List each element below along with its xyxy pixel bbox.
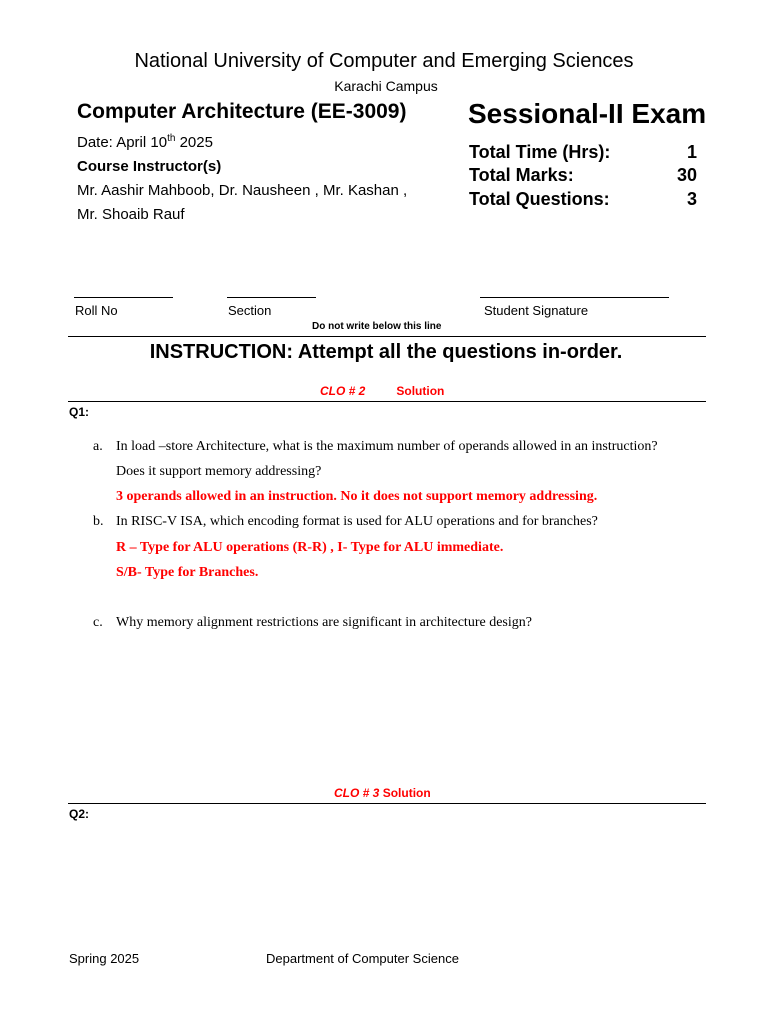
q1-c-marker: c.: [93, 615, 103, 630]
q1-clo-line: [320, 384, 444, 398]
signature-blank[interactable]: [480, 297, 669, 298]
q1-b-answer-line-1: R – Type for ALU operations (R-R) , I- Type for ALU immediate.: [116, 540, 504, 555]
roll-no-blank[interactable]: [74, 297, 173, 298]
q1-solution-label: Solution: [396, 384, 445, 398]
course-title: Computer Architecture (EE-3009): [77, 100, 407, 123]
university-name: National University of Computer and Emerging Sciences: [134, 50, 634, 72]
do-not-write-note: Do not write below this line: [312, 321, 442, 332]
q2-clo: CLO # 3: [334, 786, 380, 800]
section-blank[interactable]: [227, 297, 316, 298]
date-year: 2025: [175, 134, 213, 151]
date-prefix: Date: April 10: [77, 134, 168, 151]
q2-clo-line: [334, 786, 431, 800]
signature-label: Student Signature: [484, 303, 589, 318]
q2-label: Q2:: [69, 807, 90, 821]
exam-date: [77, 133, 213, 151]
date-suffix: th: [167, 133, 176, 144]
roll-no-label: Roll No: [75, 303, 118, 318]
instructor-label: Course Instructor(s): [77, 158, 222, 175]
total-questions-value: 3: [686, 189, 697, 209]
q1-clo: CLO # 2: [320, 384, 366, 398]
divider-top: [68, 336, 706, 337]
total-marks-value: 30: [676, 165, 697, 185]
q1-a-question-line-1: In load –store Architecture, what is the maximum number of operands allowed in an instruction?: [116, 439, 658, 454]
q1-label: Q1:: [69, 405, 90, 419]
footer-term: Spring 2025: [69, 951, 140, 966]
q1-c-question: Why memory alignment restrictions are significant in architecture design?: [116, 615, 532, 630]
instructors-line-2: Mr. Shoaib Rauf: [77, 206, 185, 223]
total-time-row: [469, 142, 697, 163]
q1-a-answer: 3 operands allowed in an instruction. No it does not support memory addressing.: [116, 489, 598, 504]
total-questions-label: Total Questions:: [469, 189, 610, 209]
q1-b-question: In RISC-V ISA, which encoding format is used for ALU operations and for branches?: [116, 514, 598, 529]
section-label: Section: [228, 303, 272, 318]
q1-a-question-line-2: Does it support memory addressing?: [116, 464, 322, 479]
total-marks-label: Total Marks:: [469, 165, 574, 185]
q2-solution-label: Solution: [379, 786, 431, 800]
total-marks-row: [469, 165, 697, 186]
total-questions-row: [469, 189, 697, 210]
instructors-line-1: Mr. Aashir Mahboob, Dr. Nausheen , Mr. Kashan ,: [77, 182, 408, 199]
total-time-value: 1: [686, 142, 697, 162]
exam-title: Sessional-II Exam: [468, 98, 707, 129]
divider-q1: [68, 401, 706, 402]
q1-b-marker: b.: [93, 514, 104, 529]
instruction-heading: INSTRUCTION: Attempt all the questions in-order.: [149, 341, 623, 363]
q1-a-marker: a.: [93, 439, 103, 454]
divider-q2: [68, 803, 706, 804]
q1-b-answer-line-2: S/B- Type for Branches.: [116, 565, 259, 580]
total-time-label: Total Time (Hrs):: [469, 142, 611, 162]
footer-department: Department of Computer Science: [266, 951, 459, 966]
campus-name: Karachi Campus: [334, 78, 438, 94]
